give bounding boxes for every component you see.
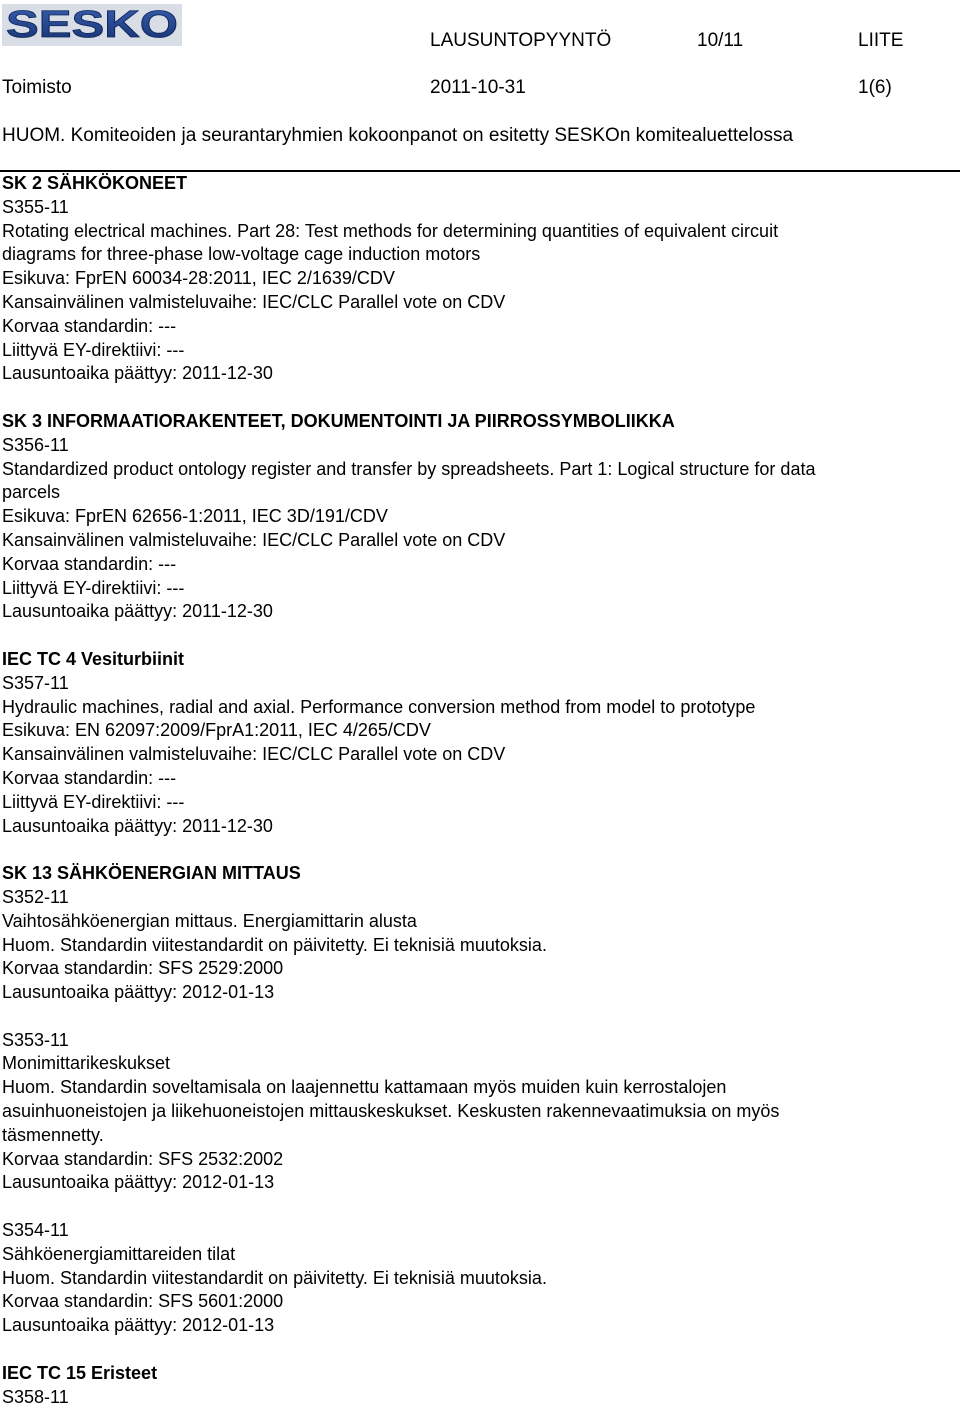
section-line: Lausuntoaika päättyy: 2012-01-13 bbox=[2, 982, 275, 1003]
section-line: diagrams for three-phase low-voltage cage induction motors bbox=[2, 244, 481, 265]
section-line: Huom. Standardin viitestandardit on päivitetty. Ei teknisiä muutoksia. bbox=[2, 1267, 547, 1288]
committee-notice: HUOM. Komiteoiden ja seurantaryhmien kokoonpanot on esitetty SESKOn komitealuettelossa bbox=[2, 125, 794, 146]
office-label: Toimisto bbox=[2, 77, 72, 98]
section-line: S357-11 bbox=[2, 672, 69, 693]
section-line: parcels bbox=[2, 482, 61, 503]
standard-section bbox=[2, 1029, 952, 1196]
section-line: S352-11 bbox=[2, 886, 69, 907]
section-line: Korvaa standardin: SFS 5601:2000 bbox=[2, 1291, 284, 1312]
section-line: Rotating electrical machines. Part 28: Test methods for determining quantities of equivalent circuit bbox=[2, 220, 779, 241]
section-line: Huom. Standardin soveltamisala on laajennettu kattamaan myös muiden kuin kerrostalojen bbox=[2, 1077, 727, 1098]
standard-section bbox=[2, 648, 952, 838]
page-number: 1(6) bbox=[858, 77, 892, 98]
section-line: S355-11 bbox=[2, 196, 69, 217]
section-line: Monimittarikeskukset bbox=[2, 1053, 171, 1074]
section-heading: IEC TC 4 Vesiturbiinit bbox=[2, 648, 185, 669]
document-body bbox=[2, 172, 952, 1409]
section-line: Korvaa standardin: --- bbox=[2, 767, 177, 788]
section-line: S358-11 bbox=[2, 1386, 69, 1407]
section-line: Korvaa standardin: --- bbox=[2, 553, 177, 574]
section-line: Lausuntoaika päättyy: 2012-01-13 bbox=[2, 1172, 275, 1193]
section-line: Kansainvälinen valmisteluvaihe: IEC/CLC Parallel vote on CDV bbox=[2, 744, 506, 765]
section-line: Esikuva: FprEN 60034-28:2011, IEC 2/1639/CDV bbox=[2, 268, 395, 289]
standard-section bbox=[2, 862, 952, 1005]
section-line: S354-11 bbox=[2, 1220, 69, 1241]
section-heading: SK 13 SÄHKÖENERGIAN MITTAUS bbox=[2, 863, 301, 884]
standard-section bbox=[2, 1362, 952, 1409]
section-line: S353-11 bbox=[2, 1029, 69, 1050]
section-line: täsmennetty. bbox=[2, 1124, 104, 1145]
section-line: Kansainvälinen valmisteluvaihe: IEC/CLC Parallel vote on CDV bbox=[2, 529, 506, 550]
section-heading: SK 3 INFORMAATIORAKENTEET, DOKUMENTOINTI JA PIIRROSSYMBOLIIKKA bbox=[2, 410, 675, 431]
standard-section bbox=[2, 1219, 952, 1338]
section-line: Lausuntoaika päättyy: 2011-12-30 bbox=[2, 601, 273, 622]
section-line: Standardized product ontology register and transfer by spreadsheets. Part 1: Logical structure for data bbox=[2, 458, 816, 479]
document-number: 10/11 bbox=[697, 30, 744, 51]
section-line: Esikuva: FprEN 62656-1:2011, IEC 3D/191/CDV bbox=[2, 506, 388, 527]
document-date: 2011-10-31 bbox=[430, 77, 526, 98]
standard-section bbox=[2, 172, 952, 386]
section-line: Lausuntoaika päättyy: 2011-12-30 bbox=[2, 815, 273, 836]
section-line: Esikuva: EN 62097:2009/FprA1:2011, IEC 4/265/CDV bbox=[2, 720, 431, 741]
section-line: asuinhuoneistojen ja liikehuoneistojen mittauskeskukset. Keskusten rakennevaatimuksia on myös bbox=[2, 1101, 780, 1122]
standard-section bbox=[2, 410, 952, 624]
section-line: Hydraulic machines, radial and axial. Performance conversion method from model to prototype bbox=[2, 696, 756, 717]
section-line: Lausuntoaika päättyy: 2012-01-13 bbox=[2, 1315, 275, 1336]
section-heading: IEC TC 15 Eristeet bbox=[2, 1362, 158, 1383]
section-line: Liittyvä EY-direktiivi: --- bbox=[2, 791, 185, 812]
logo-text: SESKO bbox=[6, 4, 178, 46]
section-line: Kansainvälinen valmisteluvaihe: IEC/CLC Parallel vote on CDV bbox=[2, 291, 506, 312]
section-line: Liittyvä EY-direktiivi: --- bbox=[2, 577, 185, 598]
section-line: Korvaa standardin: SFS 2529:2000 bbox=[2, 958, 284, 979]
section-heading: SK 2 SÄHKÖKONEET bbox=[2, 173, 188, 193]
section-line: S356-11 bbox=[2, 434, 69, 455]
section-line: Lausuntoaika päättyy: 2011-12-30 bbox=[2, 363, 273, 384]
section-line: Huom. Standardin viitestandardit on päivitetty. Ei teknisiä muutoksia. bbox=[2, 934, 547, 955]
section-line: Sähköenergiamittareiden tilat bbox=[2, 1243, 236, 1264]
section-line: Korvaa standardin: --- bbox=[2, 315, 177, 336]
document-type: LAUSUNTOPYYNTÖ bbox=[430, 30, 612, 51]
attachment-label: LIITE bbox=[858, 30, 904, 51]
section-line: Korvaa standardin: SFS 2532:2002 bbox=[2, 1148, 284, 1169]
sesko-logo bbox=[2, 4, 182, 46]
section-line: Vaihtosähköenergian mittaus. Energiamittarin alusta bbox=[2, 910, 417, 931]
section-line: Liittyvä EY-direktiivi: --- bbox=[2, 339, 185, 360]
